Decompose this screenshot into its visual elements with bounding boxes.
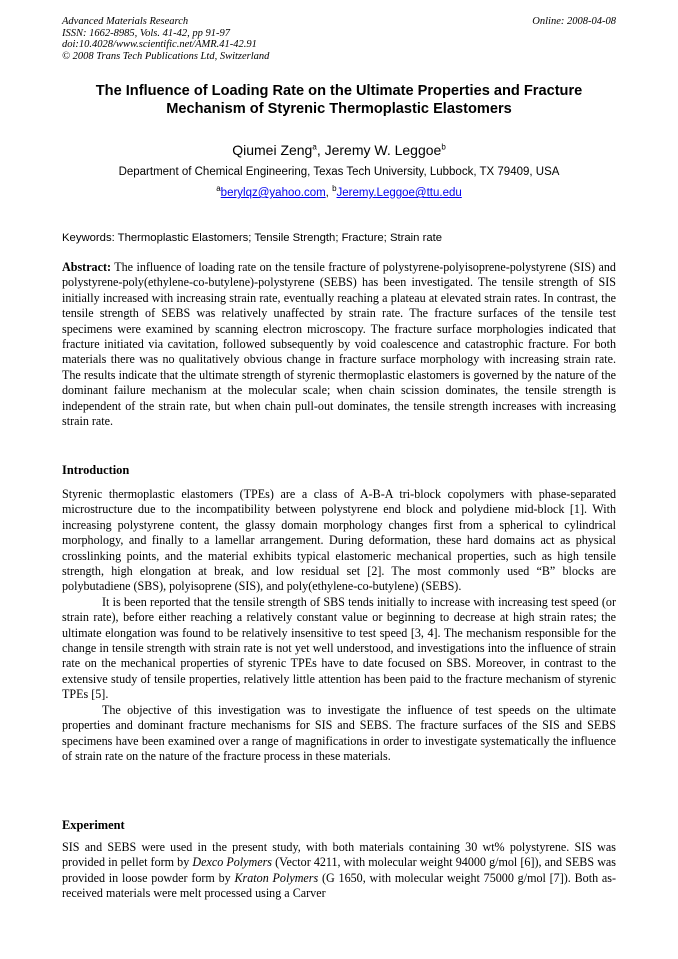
author-superscript: b bbox=[441, 142, 446, 152]
introduction-body bbox=[62, 487, 616, 764]
paragraph: Styrenic thermoplastic elastomers (TPEs) are a class of A-B-A tri-block copolymers with phase-separated microstructure due to the incompatibility between polystyrene end block and polydiene mid-block [1]. With increasing polystyrene content, the glassy domain morphology changes first from a spherical to cylindrical morphology, and finally to a lamellar arrangement. During deformation, these hard domains act as physical crosslinking points, and the material exhibits typical elastomeric mechanical properties, such as high tensile strength, high elongation at break, and low residual set [2]. The most commonly used “B” blocks are polybutadiene (SBS), polyisoprene (SIS), and poly(ethylene-co-butylene) (SEBS). bbox=[62, 487, 616, 594]
online-date: Online: 2008-04-08 bbox=[532, 16, 616, 27]
author-superscript: a bbox=[312, 142, 317, 152]
author-name: Qiumei Zeng bbox=[232, 142, 313, 158]
doi-line: doi:10.4028/www.scientific.net/AMR.41-42.91 bbox=[62, 39, 257, 50]
affiliation: Department of Chemical Engineering, Texas Tech University, Lubbock, TX 79409, USA bbox=[118, 166, 560, 178]
abstract-label: Abstract: bbox=[62, 260, 112, 274]
issn-line: ISSN: 1662-8985, Vols. 41-42, pp 91-97 bbox=[62, 27, 230, 39]
email-link[interactable]: berylqz@yahoo.com bbox=[220, 187, 326, 199]
author-line bbox=[62, 141, 616, 159]
keywords: Keywords: Thermoplastic Elastomers; Tensile Strength; Fracture; Strain rate bbox=[62, 232, 443, 244]
author-name: Jeremy W. Leggoe bbox=[324, 142, 442, 158]
section-heading-introduction: Introduction bbox=[62, 463, 130, 477]
abstract bbox=[62, 260, 616, 429]
journal-header bbox=[62, 16, 269, 62]
supplier-name: Dexco Polymers bbox=[192, 855, 273, 870]
text-run: (G 1650, with molecular weight 75000 g/mol [7]). Both as-received materials were melt processed using a Carver bbox=[62, 870, 616, 901]
section-heading-experiment: Experiment bbox=[62, 818, 125, 832]
paragraph: It is been reported that the tensile strength of SBS tends initially to increase with increasing test speed (or strain rate), before either reaching a relatively constant value or beginning to decrease at high strain rates; the ultimate elongation was found to be relatively insensitive to test speed [3, 4]. The mechanism responsible for the change in tensile strength with strain rate is not yet well understood, and investigations into the influence of strain rate on the mechanical properties of styrenic TPEs have to date focused on SBS. Moreover, in contrast to the extensive study of tensile properties, relatively little attention has been paid to the fracture mechanism of styrenic TPEs [5]. bbox=[62, 594, 616, 702]
paragraph bbox=[62, 840, 616, 902]
email-superscript: b bbox=[332, 184, 337, 194]
text-run: SIS and SEBS were used in the present study, with both materials containing 30 wt% polystyrene. SIS was provided in pellet form by bbox=[62, 840, 616, 870]
email-line bbox=[62, 186, 616, 200]
paragraph: The objective of this investigation was to investigate the influence of test speeds on the ultimate properties and dominant fracture mechanisms for SIS and SEBS. The fracture surfaces of the SIS and SEBS specimens have been examined over a range of magnifications in order to investigate systematically the influence of strain rate on the nature of the fracture process in these materials. bbox=[62, 702, 616, 763]
email-link[interactable]: Jeremy.Leggoe@ttu.edu bbox=[336, 187, 462, 199]
abstract-text: The influence of loading rate on the tensile fracture of polystyrene-polyisoprene-polystyrene (SIS) and polystyrene-poly(ethylene-co-butylene)-polystyrene (SEBS) has been investigated. The tensile strength of SIS initially increased with increasing strain rate, eventually reaching a plateau at elevated strain rates. In contrast, the tensile strength of SEBS was relatively unaffected by strain rate. The fracture surfaces of the tensile test specimens were examined by scanning electron microscopy. The fracture surface morphologies indicated that fracture initiated via cavitation, followed subsequently by void coalescence and catastrophic fracture. For both materials there was no qualitatively obvious change in fracture surface morphology with increasing strain rate. The results indicate that the ultimate strength of styrenic thermoplastic elastomers is governed by the nature of the dominant failure mechanism at the molecular scale; when chain scission dominates, the tensile strength is independent of the strain rate, but when chain pull-out dominates, the tensile strength increases with increasing strain rate. bbox=[62, 260, 616, 429]
text-run: (Vector 4211, with molecular weight 94000 g/mol [6]), and SEBS was provided in loose powder form by bbox=[62, 855, 616, 885]
supplier-name: Kraton Polymers bbox=[234, 870, 319, 885]
paper-title: The Influence of Loading Rate on the Ultimate Properties and Fracture Mechanism of Styrenic Thermoplastic Elastomers bbox=[95, 83, 583, 117]
copyright-line: © 2008 Trans Tech Publications Ltd, Switzerland bbox=[62, 50, 270, 62]
email-superscript: a bbox=[216, 184, 221, 194]
experiment-body bbox=[62, 840, 616, 902]
journal-name: Advanced Materials Research bbox=[62, 16, 189, 27]
email-separator: , bbox=[325, 187, 333, 199]
author-separator: , bbox=[316, 142, 325, 158]
